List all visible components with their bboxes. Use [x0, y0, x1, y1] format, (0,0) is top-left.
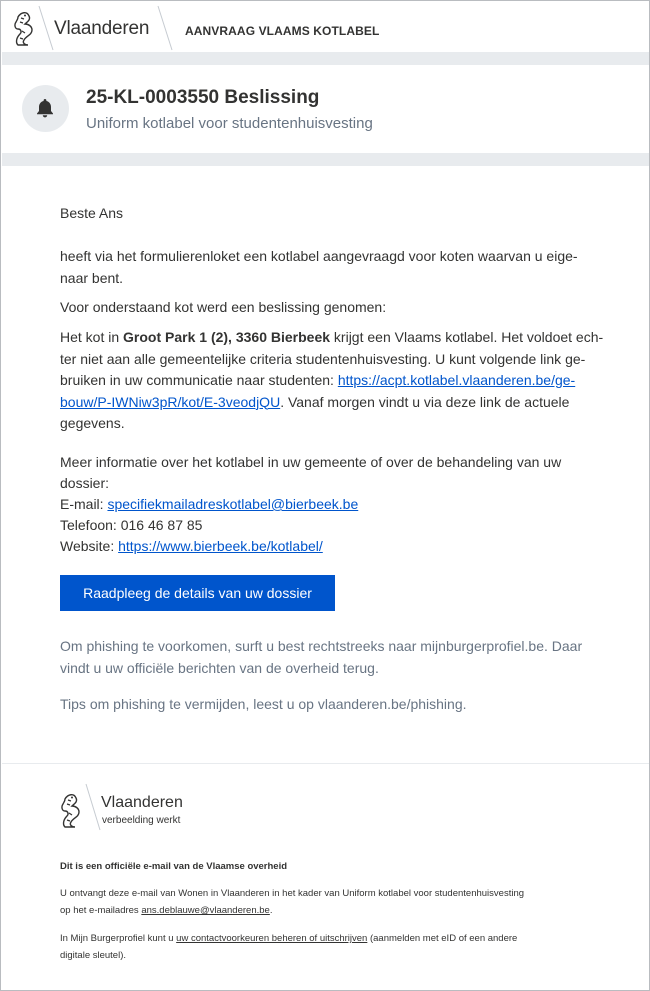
kot-text: Het kot in: [60, 329, 124, 345]
notification-card: [2, 65, 649, 153]
case-subtitle: Uniform kotlabel voor studentenhuisvesting: [86, 115, 373, 132]
prefs-text: (aanmelden met eID of een andere: [367, 933, 518, 944]
greeting: Beste Ans: [60, 205, 124, 221]
kot-text: ter niet aan alle gemeentelijke criteria studentenhuisvesting. U kunt volgende link ge-: [60, 350, 586, 367]
email-label: E-mail:: [60, 496, 108, 512]
kot-link[interactable]: https://acpt.kotlabel.vlaanderen.be/ge-: [337, 372, 576, 388]
separator-band: [2, 52, 649, 65]
manage-preferences-link[interactable]: uw contactvoorkeuren beheren of uitschrijven: [176, 933, 368, 944]
info-text: Meer informatie over het kotlabel in uw gemeente of over de behandeling van uw: [60, 454, 562, 470]
official-notice: Dit is een officiële e-mail van de Vlaamse overheid: [60, 861, 288, 872]
bell-badge: [22, 85, 69, 132]
intro-line: heeft via het formulierenloket een kotlabel aangevraagd voor koten waarvan u eige-: [60, 248, 578, 264]
separator-band: [2, 153, 649, 166]
divider-slash-icon: [157, 5, 173, 51]
received-text: op het e-mailadres: [60, 905, 142, 916]
prefs-text: digitale sleutel).: [60, 950, 127, 961]
flemish-lion-icon: [59, 791, 85, 829]
kot-text: bruiken in uw communicatie naar studenten:: [60, 372, 338, 388]
header-bar: [2, 2, 649, 52]
phishing-note: [60, 635, 620, 679]
email-link[interactable]: specifiekmailadreskotlabel@bierbeek.be: [107, 496, 359, 512]
intro-line: naar bent.: [60, 269, 124, 286]
website-label: Website:: [60, 538, 119, 554]
footer-divider: [2, 763, 649, 764]
decision-intro: Voor onderstaand kot werd een beslissing genomen:: [60, 299, 387, 315]
info-text: dossier:: [60, 475, 110, 491]
phishing-text: vindt u uw officiële berichten van de overheid terug.: [60, 660, 379, 676]
contact-info: [60, 452, 606, 557]
phone-label: Telefoon:: [60, 517, 121, 533]
kot-address: Groot Park 1 (2), 3360 Bierbeek: [123, 329, 331, 345]
divider-slash-icon: [85, 783, 101, 831]
received-text: U ontvangt deze e-mail van Wonen in Vlaanderen in het kader van Uniform kotlabel voor studentenhuisvesting: [60, 888, 525, 899]
kot-text: . Vanaf morgen vindt u via deze link de actuele: [280, 393, 570, 410]
view-dossier-button[interactable]: Raadpleeg de details van uw dossier: [60, 575, 335, 611]
bell-icon: [34, 97, 56, 119]
kot-link[interactable]: bouw/P-IWNiw3pR/kot/E-3veodjQU: [60, 393, 281, 410]
brand-name[interactable]: Vlaanderen: [54, 18, 150, 39]
footer-tagline: verbeelding werkt: [102, 815, 181, 826]
kot-paragraph: [60, 327, 606, 435]
preferences-notice: [60, 930, 630, 964]
case-title: 25-KL-0003550 Beslissing: [86, 87, 320, 108]
divider-slash-icon: [38, 5, 54, 51]
phishing-text: Om phishing te voorkomen, surft u best rechtstreeks naar mijnburgerprofiel.be. Daar: [60, 638, 583, 654]
page-title: AANVRAAG VLAAMS KOTLABEL: [185, 24, 380, 38]
phishing-tips: Tips om phishing te vermijden, leest u op vlaanderen.be/phishing.: [60, 696, 467, 712]
received-text: .: [269, 905, 273, 916]
received-notice: [60, 885, 630, 919]
flemish-lion-icon: [12, 9, 38, 47]
footer-brand: Vlaanderen: [101, 794, 183, 811]
recipient-email-link[interactable]: ans.deblauwe@vlaanderen.be: [141, 905, 270, 916]
intro-paragraph: [60, 246, 606, 289]
kot-text: krijgt een Vlaams kotlabel. Het voldoet ech-: [330, 329, 604, 345]
prefs-text: In Mijn Burgerprofiel kunt u: [60, 933, 177, 944]
phone-value: 016 46 87 85: [120, 517, 203, 533]
website-link[interactable]: https://www.bierbeek.be/kotlabel/: [118, 538, 323, 554]
kot-text: gegevens.: [60, 415, 125, 431]
